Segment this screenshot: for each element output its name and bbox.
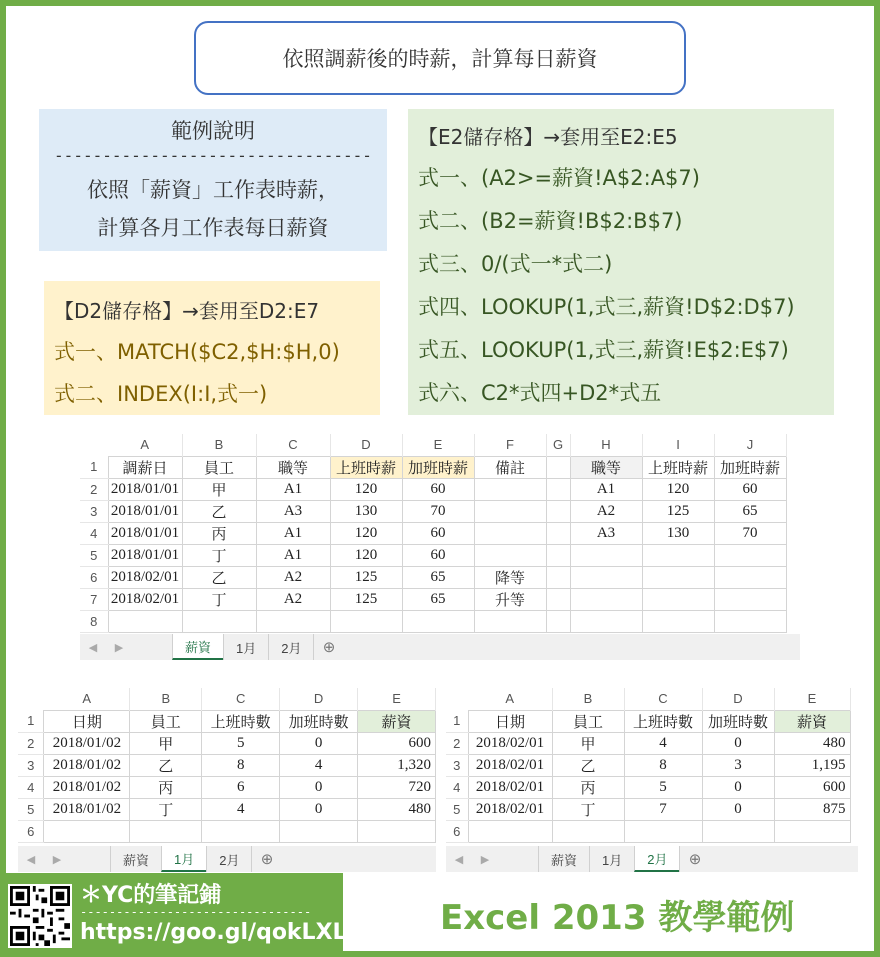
example-line-1: 依照「薪資」工作表時薪， [87, 178, 339, 202]
cell-h1[interactable]: 職等 [570, 456, 642, 478]
sheet-tab[interactable]: 1月 [223, 634, 268, 660]
cell-a2[interactable]: 2018/01/01 [108, 478, 182, 500]
sheet-tab[interactable]: 薪資 [538, 846, 589, 872]
cell-d5[interactable]: 0 [702, 798, 774, 820]
row-header[interactable]: 2 [446, 732, 468, 754]
cell-c3[interactable]: 8 [624, 754, 702, 776]
cell-g3[interactable] [546, 500, 570, 522]
row-header[interactable]: 3 [80, 500, 108, 522]
cell-e5[interactable]: 60 [402, 544, 474, 566]
cell-d6[interactable] [702, 820, 774, 842]
brand-divider: -------------------------------- [80, 905, 312, 919]
cell-i1[interactable]: 上班時薪 [642, 456, 714, 478]
cell-c2[interactable]: A1 [256, 478, 330, 500]
cell-a7[interactable]: 2018/02/01 [108, 588, 182, 610]
table-row [18, 754, 436, 776]
row-header[interactable]: 6 [18, 820, 44, 842]
row-header[interactable]: 3 [18, 754, 44, 776]
cell-e5[interactable]: 480 [358, 798, 436, 820]
cell-e6[interactable]: 65 [402, 566, 474, 588]
cell-b2[interactable]: 甲 [182, 478, 256, 500]
february-worksheet [446, 688, 858, 872]
table-row [18, 820, 436, 842]
column-header-h[interactable]: H [570, 434, 642, 456]
cell-a5[interactable]: 2018/02/01 [468, 798, 552, 820]
cell-b4[interactable]: 丙 [552, 776, 624, 798]
cell-f2[interactable] [474, 478, 546, 500]
cell-i2[interactable]: 120 [642, 478, 714, 500]
cell-b7[interactable]: 丁 [182, 588, 256, 610]
table-row [446, 732, 850, 754]
e2-formula-3: 式三、0/(式一*式二) [418, 252, 613, 276]
sheet-tab[interactable]: 2月 [206, 846, 251, 872]
cell-a4[interactable]: 2018/01/02 [44, 776, 130, 798]
cell-e1[interactable]: 加班時薪 [402, 456, 474, 478]
column-header-b[interactable]: B [552, 688, 624, 710]
cell-e1[interactable]: 薪資 [358, 710, 436, 732]
sheet-tab-bar [18, 846, 436, 872]
cell-j8[interactable] [714, 610, 786, 632]
cell-b6[interactable]: 乙 [182, 566, 256, 588]
cell-b5[interactable]: 丁 [552, 798, 624, 820]
table-row [80, 522, 786, 544]
cell-g1[interactable] [546, 456, 570, 478]
cell-b4[interactable]: 丙 [182, 522, 256, 544]
cell-c5[interactable]: A1 [256, 544, 330, 566]
cell-c4[interactable]: 5 [624, 776, 702, 798]
table-row [18, 776, 436, 798]
table-row [446, 754, 850, 776]
cell-i5[interactable] [642, 544, 714, 566]
prev-sheet-icon[interactable]: ◀ [454, 853, 464, 866]
sheet-tab[interactable]: 薪資 [110, 846, 161, 872]
e2-formula-box [408, 109, 834, 415]
cell-a8[interactable] [108, 610, 182, 632]
table-row [446, 776, 850, 798]
cell-j3[interactable]: 65 [714, 500, 786, 522]
table-row [80, 588, 786, 610]
column-header-c[interactable]: C [256, 434, 330, 456]
cell-e6[interactable] [774, 820, 850, 842]
e2-formula-1: 式一、(A2>=薪資!A$2:A$7) [418, 166, 700, 190]
example-description-box [39, 109, 387, 251]
row-header[interactable]: 1 [446, 710, 468, 732]
cell-i3[interactable]: 125 [642, 500, 714, 522]
cell-b1[interactable]: 員工 [552, 710, 624, 732]
cell-e4[interactable]: 600 [774, 776, 850, 798]
tab-spacer [70, 846, 110, 872]
grid [446, 688, 851, 843]
add-sheet-icon[interactable]: ⊕ [251, 846, 281, 872]
cell-j2[interactable]: 60 [714, 478, 786, 500]
cell-a1[interactable]: 日期 [44, 710, 130, 732]
cell-d7[interactable]: 125 [330, 588, 402, 610]
row-header[interactable]: 5 [80, 544, 108, 566]
table-row [80, 478, 786, 500]
column-header-a[interactable]: A [44, 688, 130, 710]
cell-c5[interactable]: 7 [624, 798, 702, 820]
row-header[interactable]: 7 [80, 588, 108, 610]
column-header-d[interactable]: D [702, 688, 774, 710]
column-header-c[interactable]: C [624, 688, 702, 710]
cell-b1[interactable]: 員工 [130, 710, 202, 732]
cell-a6[interactable]: 2018/02/01 [108, 566, 182, 588]
add-sheet-icon[interactable]: ⊕ [679, 846, 709, 872]
sheet-tab[interactable]: 薪資 [172, 634, 223, 660]
row-header[interactable]: 8 [80, 610, 108, 632]
cell-e8[interactable] [402, 610, 474, 632]
sheet-tab[interactable]: 1月 [589, 846, 634, 872]
cell-e3[interactable]: 1,195 [774, 754, 850, 776]
cell-a6[interactable] [44, 820, 130, 842]
cell-d1[interactable]: 上班時薪 [330, 456, 402, 478]
row-header[interactable]: 4 [80, 522, 108, 544]
cell-b1[interactable]: 員工 [182, 456, 256, 478]
cell-b5[interactable]: 丁 [130, 798, 202, 820]
table-row [80, 544, 786, 566]
cell-d5[interactable]: 0 [280, 798, 358, 820]
cell-f5[interactable] [474, 544, 546, 566]
cell-e5[interactable]: 875 [774, 798, 850, 820]
cell-b8[interactable] [182, 610, 256, 632]
column-header-d[interactable]: D [330, 434, 402, 456]
next-sheet-icon[interactable]: ▶ [52, 853, 62, 866]
cell-h3[interactable]: A2 [570, 500, 642, 522]
table-row [446, 710, 850, 732]
cell-e2[interactable]: 600 [358, 732, 436, 754]
cell-a3[interactable]: 2018/01/01 [108, 500, 182, 522]
cell-d3[interactable]: 4 [280, 754, 358, 776]
cell-f7[interactable]: 升等 [474, 588, 546, 610]
cell-g8[interactable] [546, 610, 570, 632]
sheet-tab[interactable]: 1月 [161, 846, 206, 872]
cell-d2[interactable]: 0 [702, 732, 774, 754]
cell-c1[interactable]: 上班時數 [202, 710, 280, 732]
d2-heading: 【D2儲存格】→套用至D2:E7 [54, 299, 320, 323]
cell-d4[interactable]: 120 [330, 522, 402, 544]
cell-c5[interactable]: 4 [202, 798, 280, 820]
tab-spacer [132, 634, 172, 660]
cell-c4[interactable]: 6 [202, 776, 280, 798]
cell-a4[interactable]: 2018/02/01 [468, 776, 552, 798]
example-line-2: 計算各月工作表每日薪資 [97, 216, 329, 240]
cell-j5[interactable] [714, 544, 786, 566]
course-title: Excel 2013 教學範例 [440, 898, 795, 938]
select-all-corner[interactable] [446, 688, 468, 710]
grid [18, 688, 436, 843]
column-header-e[interactable]: E [402, 434, 474, 456]
row-header[interactable]: 1 [18, 710, 44, 732]
cell-d8[interactable] [330, 610, 402, 632]
cell-g2[interactable] [546, 478, 570, 500]
salary-worksheet [80, 434, 800, 662]
cell-c1[interactable]: 職等 [256, 456, 330, 478]
row-header[interactable]: 2 [80, 478, 108, 500]
table-row [18, 798, 436, 820]
row-header[interactable]: 6 [446, 820, 468, 842]
cell-j7[interactable] [714, 588, 786, 610]
column-header-e[interactable]: E [774, 688, 850, 710]
cell-b4[interactable]: 丙 [130, 776, 202, 798]
grid [80, 434, 787, 633]
column-header-e[interactable]: E [358, 688, 436, 710]
column-header-a[interactable]: A [108, 434, 182, 456]
table-row [80, 566, 786, 588]
cell-b2[interactable]: 甲 [130, 732, 202, 754]
cell-j4[interactable]: 70 [714, 522, 786, 544]
cell-c7[interactable]: A2 [256, 588, 330, 610]
cell-a1[interactable]: 日期 [468, 710, 552, 732]
e2-formula-6: 式六、C2*式四+D2*式五 [418, 381, 662, 405]
table-row [18, 732, 436, 754]
cell-e6[interactable] [358, 820, 436, 842]
cell-c6[interactable]: A2 [256, 566, 330, 588]
cell-a2[interactable]: 2018/01/02 [44, 732, 130, 754]
cell-b5[interactable]: 丁 [182, 544, 256, 566]
next-sheet-icon[interactable]: ▶ [114, 641, 124, 654]
cell-d2[interactable]: 0 [280, 732, 358, 754]
tab-spacer [498, 846, 538, 872]
cell-a6[interactable] [468, 820, 552, 842]
table-row [446, 820, 850, 842]
column-header-f[interactable]: F [474, 434, 546, 456]
d2-formula-2: 式二、INDEX(I:I,式一) [54, 382, 268, 406]
cell-h6[interactable] [570, 566, 642, 588]
cell-d6[interactable] [280, 820, 358, 842]
cell-h2[interactable]: A1 [570, 478, 642, 500]
sheet-tab[interactable]: 2月 [268, 634, 313, 660]
cell-i8[interactable] [642, 610, 714, 632]
e2-heading: 【E2儲存格】→套用至E2:E5 [418, 125, 678, 149]
cell-e3[interactable]: 1,320 [358, 754, 436, 776]
column-header-j[interactable]: J [714, 434, 786, 456]
cell-a2[interactable]: 2018/02/01 [468, 732, 552, 754]
row-header[interactable]: 4 [18, 776, 44, 798]
row-header[interactable]: 2 [18, 732, 44, 754]
cell-h8[interactable] [570, 610, 642, 632]
e2-formula-2: 式二、(B2=薪資!B$2:B$7) [418, 209, 683, 233]
example-heading: 範例說明 [171, 119, 255, 143]
row-header[interactable]: 5 [446, 798, 468, 820]
next-sheet-icon[interactable]: ▶ [480, 853, 490, 866]
sheet-tab-bar [80, 634, 800, 660]
d2-formula-1: 式一、MATCH($C2,$H:$H,0) [54, 340, 340, 364]
cell-j6[interactable] [714, 566, 786, 588]
row-header[interactable]: 3 [446, 754, 468, 776]
table-row [80, 500, 786, 522]
cell-d2[interactable]: 120 [330, 478, 402, 500]
row-header[interactable]: 6 [80, 566, 108, 588]
e2-formula-4: 式四、LOOKUP(1,式三,薪資!D$2:D$7) [418, 295, 795, 319]
cell-j1[interactable]: 加班時薪 [714, 456, 786, 478]
cell-c8[interactable] [256, 610, 330, 632]
brand-url-link[interactable]: https://goo.gl/qokLXL [80, 920, 347, 945]
table-row [80, 456, 786, 478]
column-header-a[interactable]: A [468, 688, 552, 710]
cell-g5[interactable] [546, 544, 570, 566]
cell-f3[interactable] [474, 500, 546, 522]
cell-e4[interactable]: 720 [358, 776, 436, 798]
d2-formula-box [44, 281, 380, 415]
column-header-b[interactable]: B [130, 688, 202, 710]
cell-b2[interactable]: 甲 [552, 732, 624, 754]
cell-a3[interactable]: 2018/02/01 [468, 754, 552, 776]
cell-a3[interactable]: 2018/01/02 [44, 754, 130, 776]
sheet-tab[interactable]: 2月 [634, 846, 679, 872]
prev-sheet-icon[interactable]: ◀ [88, 641, 98, 654]
prev-sheet-icon[interactable]: ◀ [26, 853, 36, 866]
page-title: 依照調薪後的時薪，計算每日薪資 [194, 21, 686, 95]
select-all-corner[interactable] [18, 688, 44, 710]
cell-c6[interactable] [202, 820, 280, 842]
table-row [446, 798, 850, 820]
cell-c3[interactable]: 8 [202, 754, 280, 776]
table-row [18, 710, 436, 732]
cell-h7[interactable] [570, 588, 642, 610]
cell-d6[interactable]: 125 [330, 566, 402, 588]
cell-g6[interactable] [546, 566, 570, 588]
column-header-i[interactable]: I [642, 434, 714, 456]
row-header[interactable]: 5 [18, 798, 44, 820]
cell-i6[interactable] [642, 566, 714, 588]
example-divider: --------------------------------- [54, 146, 372, 165]
cell-f4[interactable] [474, 522, 546, 544]
cell-a5[interactable]: 2018/01/01 [108, 544, 182, 566]
cell-c6[interactable] [624, 820, 702, 842]
column-header-g[interactable]: G [546, 434, 570, 456]
cell-b3[interactable]: 乙 [130, 754, 202, 776]
cell-h5[interactable] [570, 544, 642, 566]
table-row [80, 610, 786, 632]
cell-e3[interactable]: 70 [402, 500, 474, 522]
qr-code-icon[interactable] [8, 884, 72, 948]
cell-d4[interactable]: 0 [702, 776, 774, 798]
cell-d3[interactable]: 130 [330, 500, 402, 522]
row-header[interactable]: 1 [80, 456, 108, 478]
brand-name: ＊YC的筆記鋪 [80, 883, 222, 908]
cell-a4[interactable]: 2018/01/01 [108, 522, 182, 544]
cell-e7[interactable]: 65 [402, 588, 474, 610]
cell-e1[interactable]: 薪資 [774, 710, 850, 732]
cell-c4[interactable]: A1 [256, 522, 330, 544]
e2-formula-5: 式五、LOOKUP(1,式三,薪資!E$2:E$7) [418, 338, 789, 362]
cell-b6[interactable] [130, 820, 202, 842]
column-header-d[interactable]: D [280, 688, 358, 710]
cell-b3[interactable]: 乙 [552, 754, 624, 776]
cell-c3[interactable]: A3 [256, 500, 330, 522]
cell-f6[interactable]: 降等 [474, 566, 546, 588]
cell-a5[interactable]: 2018/01/02 [44, 798, 130, 820]
cell-g7[interactable] [546, 588, 570, 610]
cell-e4[interactable]: 60 [402, 522, 474, 544]
cell-i4[interactable]: 130 [642, 522, 714, 544]
sheet-tab-bar [446, 846, 858, 872]
cell-f1[interactable]: 備註 [474, 456, 546, 478]
cell-e2[interactable]: 480 [774, 732, 850, 754]
cell-i7[interactable] [642, 588, 714, 610]
cell-f8[interactable] [474, 610, 546, 632]
column-header-c[interactable]: C [202, 688, 280, 710]
cell-g4[interactable] [546, 522, 570, 544]
cell-e2[interactable]: 60 [402, 478, 474, 500]
cell-c1[interactable]: 上班時數 [624, 710, 702, 732]
column-header-b[interactable]: B [182, 434, 256, 456]
cell-c2[interactable]: 4 [624, 732, 702, 754]
add-sheet-icon[interactable]: ⊕ [313, 634, 343, 660]
cell-h4[interactable]: A3 [570, 522, 642, 544]
cell-d1[interactable]: 加班時數 [702, 710, 774, 732]
cell-b3[interactable]: 乙 [182, 500, 256, 522]
cell-d1[interactable]: 加班時數 [280, 710, 358, 732]
cell-d3[interactable]: 3 [702, 754, 774, 776]
january-worksheet [18, 688, 436, 872]
cell-d5[interactable]: 120 [330, 544, 402, 566]
row-header[interactable]: 4 [446, 776, 468, 798]
cell-b6[interactable] [552, 820, 624, 842]
cell-c2[interactable]: 5 [202, 732, 280, 754]
select-all-corner[interactable] [80, 434, 108, 456]
cell-d4[interactable]: 0 [280, 776, 358, 798]
cell-a1[interactable]: 調薪日 [108, 456, 182, 478]
